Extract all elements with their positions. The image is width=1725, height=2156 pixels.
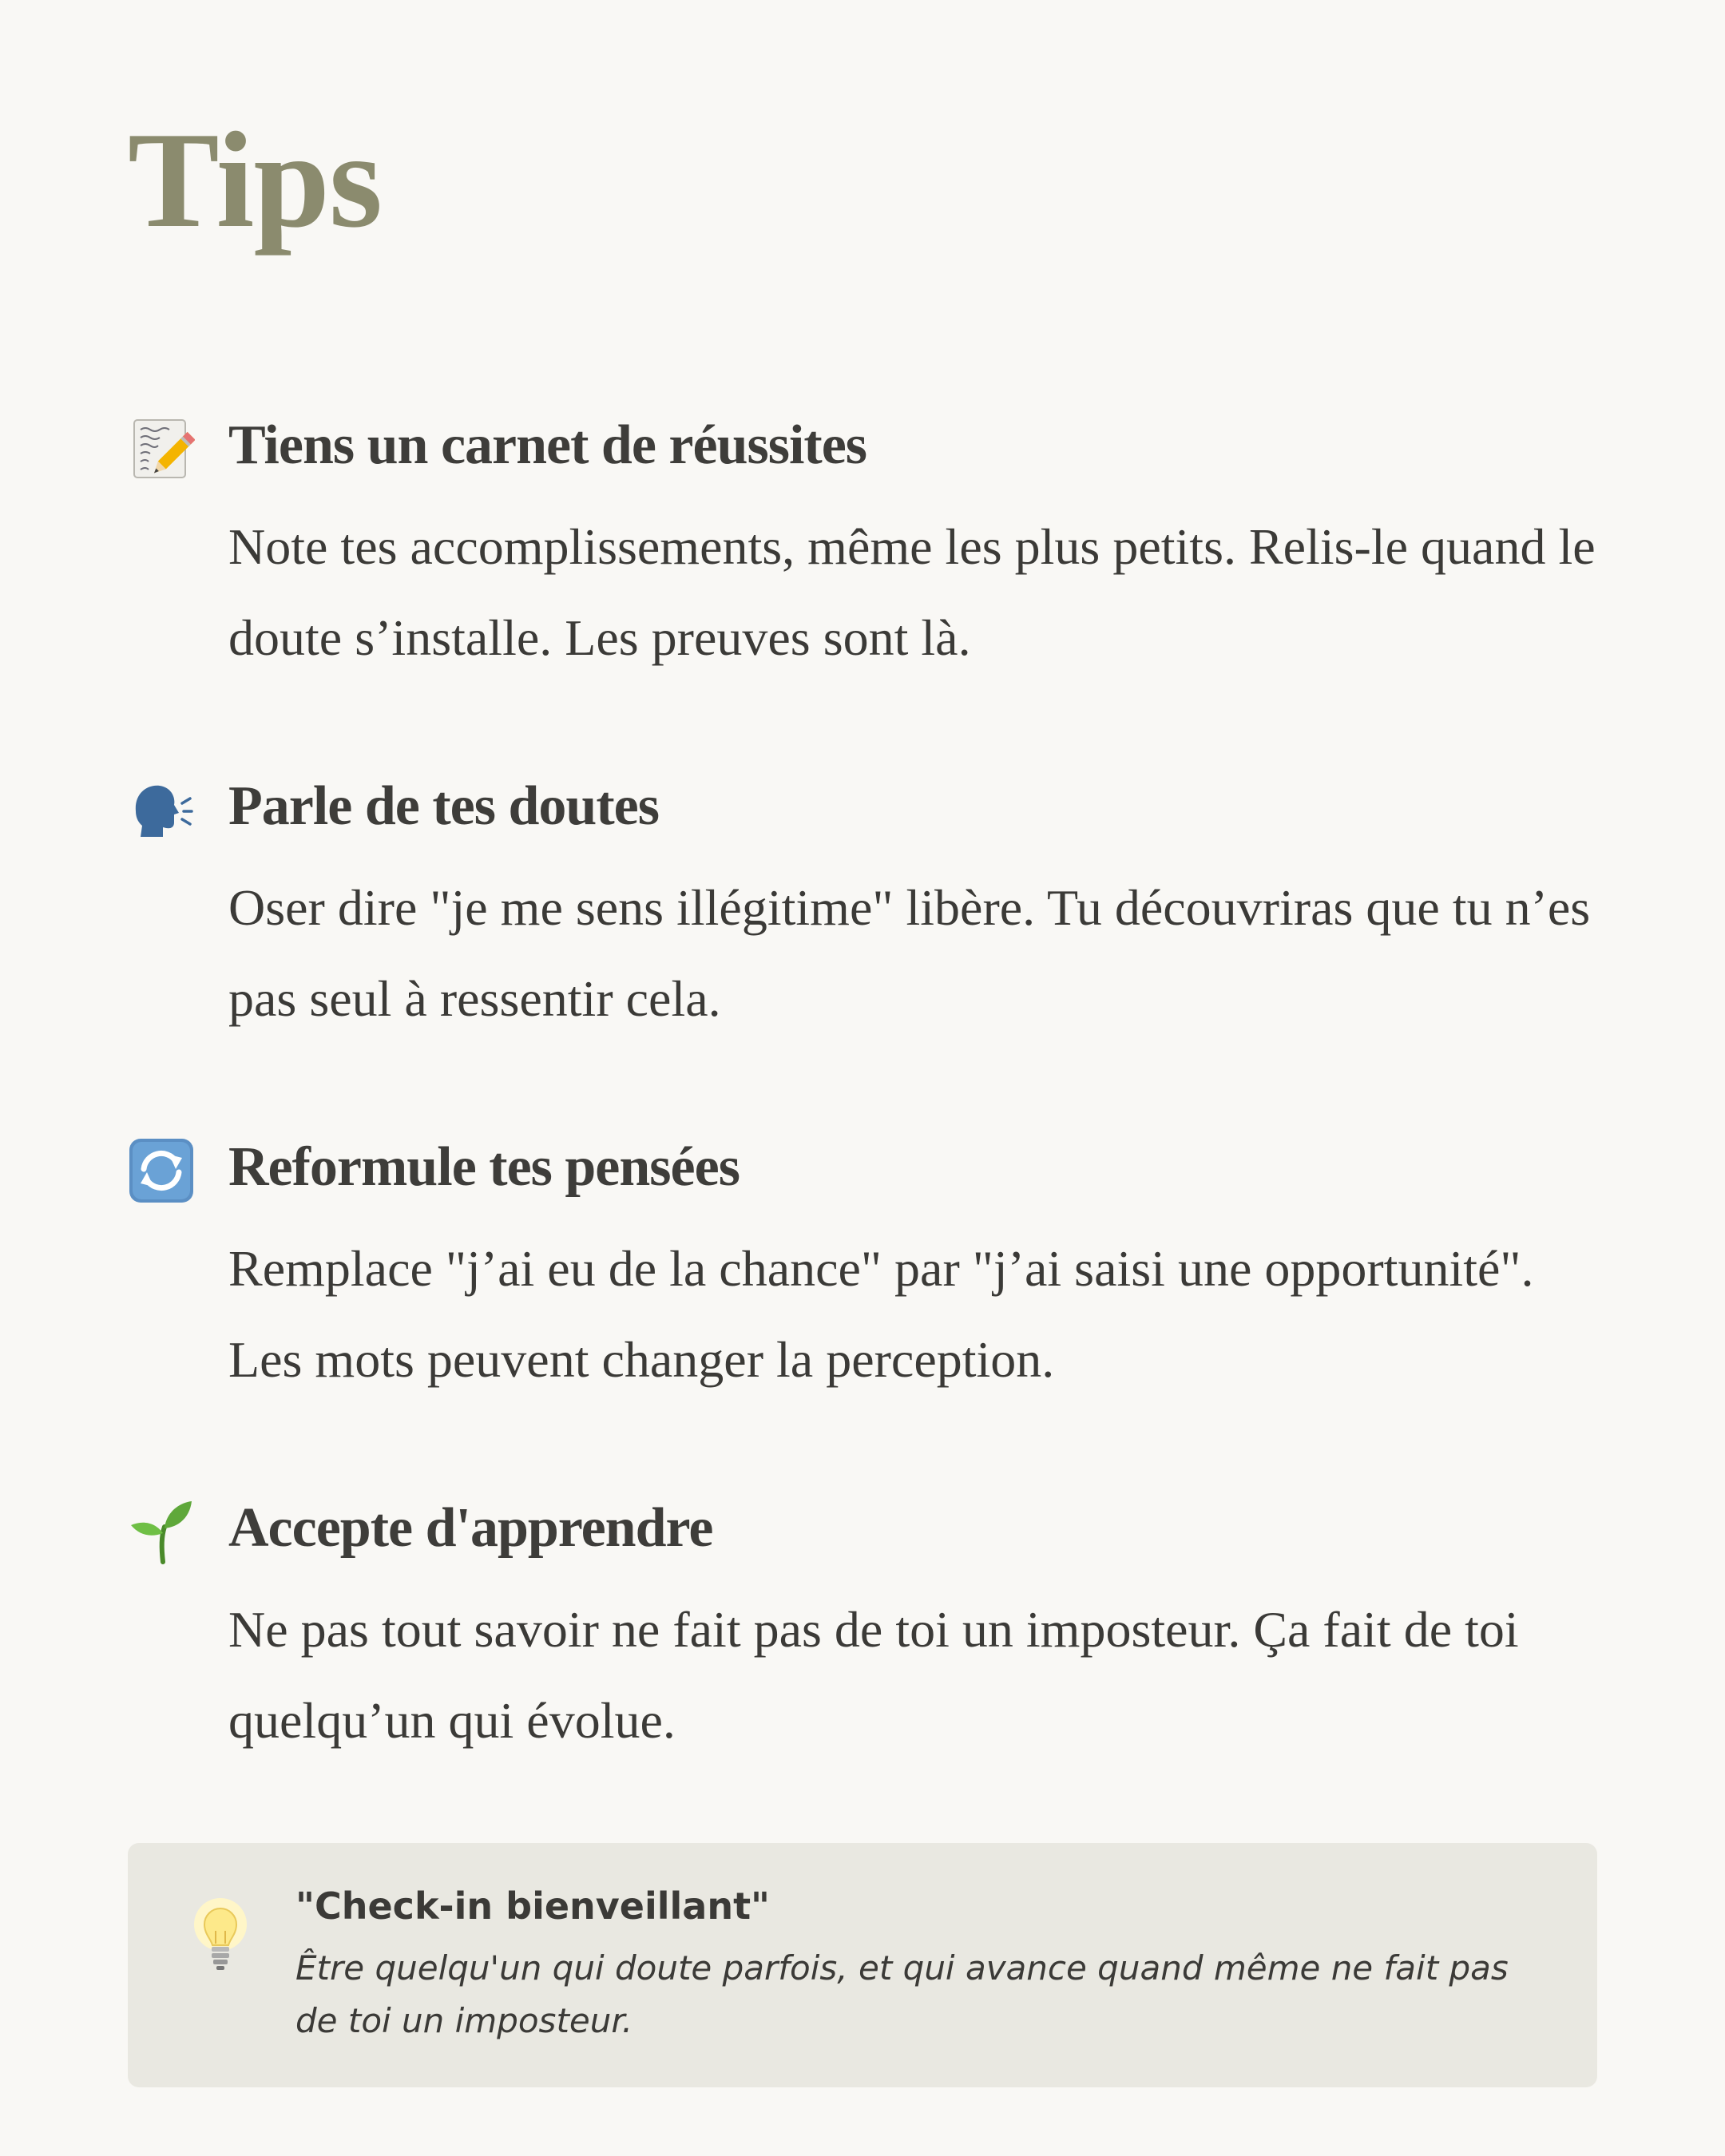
- memo-icon: [128, 415, 195, 482]
- callout-text: Être quelqu'un qui doute parfois, et qui avance quand même ne fait pas de toi un imposteur.: [295, 1948, 1509, 2040]
- tip-heading: Accepte d'apprendre: [228, 1497, 713, 1559]
- tip-heading: Tiens un carnet de réussites: [228, 414, 867, 476]
- page-title: Tips: [128, 105, 382, 256]
- tip-body: Note tes accomplissements, même les plus petits. Relis-le quand le doute s’installe. Les preuves sont là.: [228, 518, 1596, 666]
- tip-body: Ne pas tout savoir ne fait pas de toi un imposteur. Ça fait de toi quelqu’un qui évolue.: [228, 1601, 1519, 1749]
- tip-heading: Parle de tes doutes: [228, 775, 659, 837]
- seedling-icon: [128, 1498, 195, 1565]
- callout-title: "Check-in bienveillant": [295, 1885, 771, 1928]
- tip-body: Remplace "j’ai eu de la chance" par "j’ai saisi une opportunité". Les mots peuvent changer la perception.: [228, 1240, 1534, 1388]
- light-bulb-icon: [192, 1894, 249, 1982]
- callout-box: [128, 1843, 1597, 2087]
- tip-heading: Reformule tes pensées: [228, 1136, 740, 1198]
- speaking-head-icon: [128, 776, 195, 843]
- refresh-icon: [128, 1137, 195, 1204]
- tip-body: Oser dire "je me sens illégitime" libère. Tu découvriras que tu n’es pas seul à ressentir cela.: [228, 879, 1591, 1027]
